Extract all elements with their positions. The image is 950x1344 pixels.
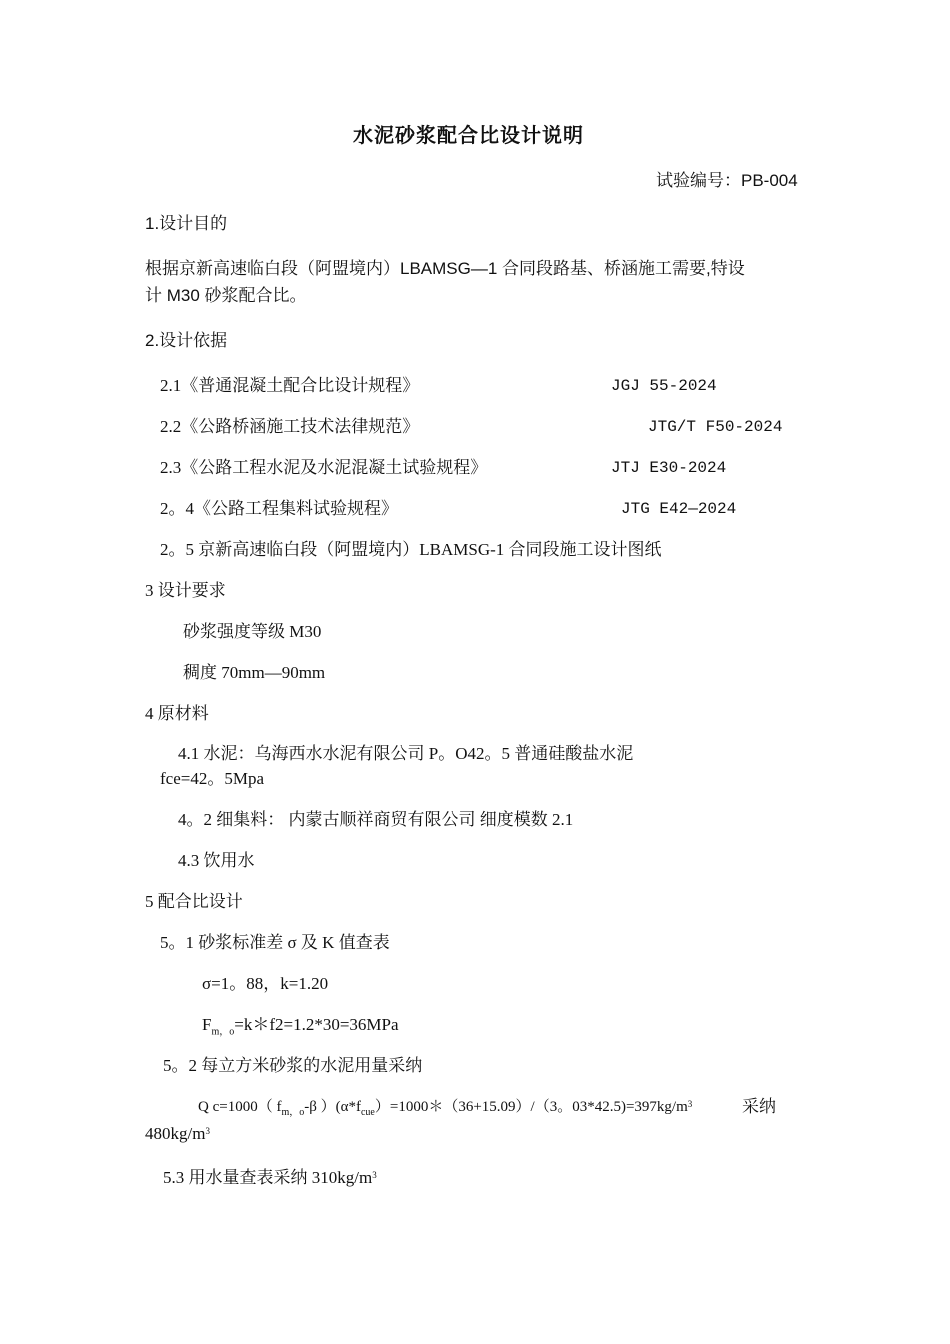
qc-part-a: Q c=1000（ f [198, 1099, 282, 1115]
section-2-heading: 2.设计依据 [145, 331, 228, 350]
section-4-heading: 4 原材料 [145, 704, 209, 723]
section-1-paragraph-line1: 根据京新高速临白段（阿盟境内）LBAMSG—1 合同段路基、桥涵施工需要,特设 [145, 259, 745, 278]
test-number: 试验编号：PB-004 [656, 171, 798, 190]
qc-adopted-text: 480kg/m [145, 1124, 206, 1143]
water-amount-superscript: 3 [372, 1170, 377, 1180]
consistency: 稠度 70mm—90mm [183, 663, 326, 682]
section-5-heading: 5 配合比设计 [145, 892, 243, 911]
qc-adopted-value [145, 1123, 210, 1145]
fine-aggregate: 4。2 细集料： 内蒙古顺祥商贸有限公司 细度模数 2.1 [178, 810, 574, 829]
strength-grade: 砂浆强度等级 M30 [183, 622, 322, 641]
fm-formula [202, 1014, 399, 1043]
qc-sub-2: cue [360, 1107, 375, 1118]
basis-item-4: 2。4《公路工程集料试验规程》 [160, 499, 398, 518]
qc-part-c: ）=1000＊（36+15.09）/（3。03*42.5)=397kg/m [374, 1099, 688, 1115]
section-1-heading: 1.设计目的 [145, 214, 228, 233]
qc-part-b: -β ）(α*f [304, 1099, 361, 1115]
cement-line1: 4.1 水泥：乌海西水水泥有限公司 P。O42。5 普通硅酸盐水泥 [178, 744, 634, 763]
basis-item-1: 2.1《普通混凝土配合比设计规程》 [160, 376, 420, 395]
water: 4.3 饮用水 [178, 851, 255, 870]
basis-item-5: 2。5 京新高速临白段（阿盟境内）LBAMSG-1 合同段施工设计图纸 [160, 540, 662, 559]
subsection-5-1: 5。1 砂浆标准差 σ 及 K 值查表 [160, 933, 390, 952]
basis-item-2: 2.2《公路桥涵施工技术法律规范》 [160, 417, 420, 436]
basis-item-2-standard: JTG/T F50-2024 [648, 418, 783, 436]
basis-item-1-standard: JGJ 55-2024 [611, 377, 717, 395]
fm-symbol: F [202, 1015, 212, 1034]
basis-item-3-standard: JTJ E30-2024 [611, 459, 727, 477]
qc-formula [198, 1096, 692, 1124]
water-amount-text: 5.3 用水量查表采纳 310kg/m [163, 1168, 373, 1187]
subsection-5-2: 5。2 每立方米砂浆的水泥用量采纳 [163, 1056, 423, 1075]
sigma-k-values: σ=1。88，k=1.20 [202, 974, 329, 993]
qc-adopted-superscript: 3 [205, 1126, 210, 1136]
subsection-5-3 [163, 1167, 377, 1189]
cement-line2: fce=42。5Mpa [160, 769, 265, 788]
fm-subscript: m，o [211, 1026, 235, 1038]
qc-adopt: 采纳 [742, 1097, 776, 1116]
basis-item-3: 2.3《公路工程水泥及水泥混凝土试验规程》 [160, 458, 488, 477]
fm-expression: =k＊f2=1.2*30=36MPa [234, 1015, 399, 1034]
qc-superscript: 3 [687, 1099, 693, 1109]
section-1-paragraph-line2: 计 M30 砂浆配合比。 [145, 286, 307, 305]
qc-sub-1: m，o [281, 1107, 305, 1118]
basis-item-4-standard: JTG E42—2024 [621, 500, 737, 518]
section-3-heading: 3 设计要求 [145, 581, 226, 600]
document-title: 水泥砂浆配合比设计说明 [353, 125, 584, 147]
